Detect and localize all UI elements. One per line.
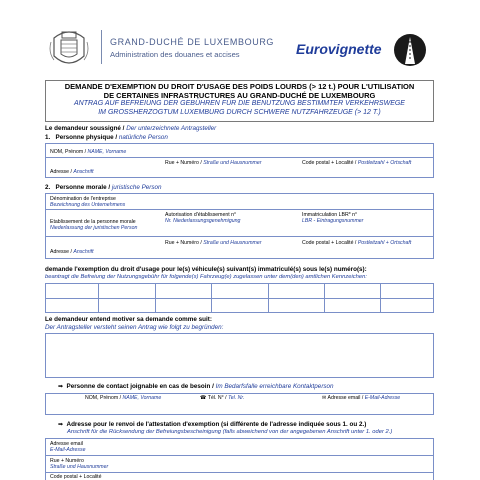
section2-heading (45, 184, 162, 191)
section1-title-de: natürliche Person (118, 134, 168, 141)
section1-name-label: NOM, Prénom / (50, 149, 88, 155)
contact-heading-de: Im Bedarfsfalle erreichbare Kontaktperson (215, 383, 334, 390)
return-address-heading-de: Anschrift für die Rücksendung der Befreiungsbescheinigung (falls abweichend von der angegebenen Anschrift unter 1. oder 2.) (67, 429, 393, 435)
section2-address-label-fr: Adresse / (50, 249, 74, 255)
vehicles-heading-fr: demande l'exemption du droit d'usage pour le(s) véhicule(s) suivant(s) immatriculé(s) sous le(s) numéro(s): (45, 266, 367, 273)
return-address-heading-fr: Adresse pour le renvoi de l'attestation d'exemption (si différente de l'adresse indiquée sous 1. ou 2.) (66, 421, 367, 428)
contact-heading-fr: Personne de contact joignable en cas de besoin / (66, 383, 216, 390)
section2-divider-2 (45, 236, 434, 237)
motive-heading-fr: Le demandeur entend motiver sa demande comme suit: (45, 316, 212, 323)
section1-address-label (50, 169, 94, 175)
section2-street-label: Rue + Numéro / (165, 240, 204, 246)
form-title-box (45, 80, 434, 122)
arrow-right-icon: ➡ (58, 384, 64, 390)
motive-textarea[interactable] (45, 333, 434, 378)
section1-postal-field[interactable] (302, 160, 411, 166)
contact-heading (58, 383, 334, 391)
ministry-subtitle: Administration des douanes et accises (110, 50, 240, 59)
section2-establishment-label-fr: Etablissement de la personne morale (50, 219, 136, 225)
eurovignette-road-logo-icon (393, 33, 427, 67)
motive-heading-de: Der Antragsteller versteht seinen Antrag wie folgt zu begründen: (45, 324, 224, 331)
phone-icon: ☎ (200, 395, 207, 401)
return-email-label: Adresse email (50, 441, 83, 447)
section1-postal-label: Code postal + Localité / (302, 160, 358, 166)
contact-name-label: NOM, Prénom / (85, 395, 123, 401)
return-email-field[interactable] (50, 441, 85, 453)
contact-email-label: Adresse email / (327, 395, 365, 401)
contact-name-field[interactable] (85, 395, 161, 401)
section1-name-label-de: NAME, Vorname (87, 149, 127, 155)
section2-postal-label-de: Postleitzahl + Ortschaft (357, 240, 412, 246)
return-street-label: Rue + Numéro (50, 458, 84, 464)
contact-phone-label: Tél. N° / (207, 395, 229, 401)
section2-postal-field[interactable] (302, 240, 411, 246)
eurovignette-brand: Eurovignette (296, 41, 382, 57)
section2-address-label (50, 249, 94, 255)
motive-heading (45, 316, 212, 323)
section2-establishment-label (50, 219, 137, 231)
section2-auth-label-de: Nr. Niederlassungsgenehmigung (165, 218, 241, 225)
contact-name-label-de: NAME, Vorname (122, 395, 162, 401)
return-address-divider (45, 455, 434, 456)
section2-reg-label-de: LBR - Eintragungsnummer (302, 218, 364, 225)
section2-address-label-de: Anschrift (73, 249, 94, 255)
email-icon: ✉ (322, 395, 327, 401)
section2-reg-field[interactable] (302, 212, 363, 224)
section2-reg-label: Immatriculation LBR* n° (302, 212, 358, 218)
form-title-line3: ANTRAG AUF BEFREIUNG DER GEBÜHREN FÜR DIE BENUTZUNG BESTIMMTER VERKEHRSWEGE (74, 100, 405, 108)
section2-company-label: Dénomination de l'entreprise (50, 196, 116, 202)
form-title-line1: DEMANDE D'EXEMPTION DU DROIT D'USAGE DES POIDS LOURDS (> 12 t.) POUR L'UTILISATION (64, 82, 415, 91)
section2-title-fr: Personne morale / (55, 184, 112, 191)
vehicle-grid-col-divider (380, 283, 381, 313)
section2-number: 2. (45, 184, 51, 191)
applicant-heading (45, 125, 216, 132)
contact-email-label-de: E-Mail-Adresse (364, 395, 401, 401)
section2-divider-1 (45, 209, 434, 210)
return-street-label-de: Straße und Hausnummer (50, 464, 109, 471)
section2-street-label-de: Straße und Hausnummer (203, 240, 262, 246)
section1-postal-label-de: Postleitzahl + Ortschaft (357, 160, 412, 166)
section1-number: 1. (45, 134, 51, 141)
section1-street-field[interactable] (165, 160, 261, 166)
contact-phone-label-de: Tel. Nr. (228, 395, 245, 401)
return-postal-label: Code postal + Localité (50, 474, 102, 480)
section2-street-field[interactable] (165, 240, 261, 246)
section1-street-label: Rue + Numéro / (165, 160, 204, 166)
return-email-label-de: E-Mail-Adresse (50, 447, 86, 454)
section2-auth-field[interactable] (165, 212, 240, 224)
vehicle-grid-col-divider (268, 283, 269, 313)
section1-address-label-fr: Adresse / (50, 169, 74, 175)
section2-establishment-label-de: Niederlassung der juristischen Person (50, 225, 138, 232)
vehicle-grid-col-divider (324, 283, 325, 313)
section2-company-field[interactable] (50, 196, 125, 208)
form-title-line4: IM GROSSHERZOGTUM LUXEMBURG DURCH SCHWERE NUTZFAHRZEUGE (> 12 T.) (98, 108, 381, 116)
form-title-line2: DE CERTAINES INFRASTRUCTURES AU GRAND-DUCHÉ DE LUXEMBOURG (103, 90, 376, 100)
vehicles-heading-de: beantragt die Befreiung der Nutzungsgebühr für folgende(s) Fahrzeug(e) zugelassen unter dem(den) amtlichen Kennzeichen: (45, 274, 367, 280)
section1-title-fr: Personne physique / (55, 134, 119, 141)
contact-email-field[interactable] (322, 395, 400, 401)
section2-company-label-de: Bezeichnung des Unternehmens (50, 202, 126, 209)
vehicle-grid-col-divider (98, 283, 99, 313)
vehicles-heading (45, 266, 435, 273)
vehicle-grid-row-divider (45, 298, 434, 299)
section2-postal-label: Code postal + Localité / (302, 240, 358, 246)
section1-heading (45, 134, 168, 141)
applicant-heading-fr: Le demandeur soussigné / (45, 125, 127, 132)
ministry-title: GRAND-DUCHÉ DE LUXEMBOURG (110, 37, 275, 47)
contact-phone-field[interactable] (200, 395, 244, 401)
section1-divider (45, 157, 434, 158)
section1-name-field[interactable] (50, 149, 126, 155)
vehicle-grid-col-divider (211, 283, 212, 313)
return-address-divider (45, 472, 434, 473)
arrow-right-icon: ➡ (58, 422, 64, 428)
vehicle-grid-col-divider (155, 283, 156, 313)
section2-title-de: juristische Person (111, 184, 162, 191)
return-postal-field[interactable] (50, 474, 101, 480)
section1-address-label-de: Anschrift (73, 169, 94, 175)
coat-of-arms-logo (48, 26, 90, 70)
applicant-heading-de: Der unterzeichnete Antragsteller (126, 125, 217, 132)
header-divider (101, 30, 102, 64)
section2-auth-label: Autorisation d'établissement n° (165, 212, 237, 218)
section1-street-label-de: Straße und Hausnummer (203, 160, 262, 166)
return-street-field[interactable] (50, 458, 108, 470)
